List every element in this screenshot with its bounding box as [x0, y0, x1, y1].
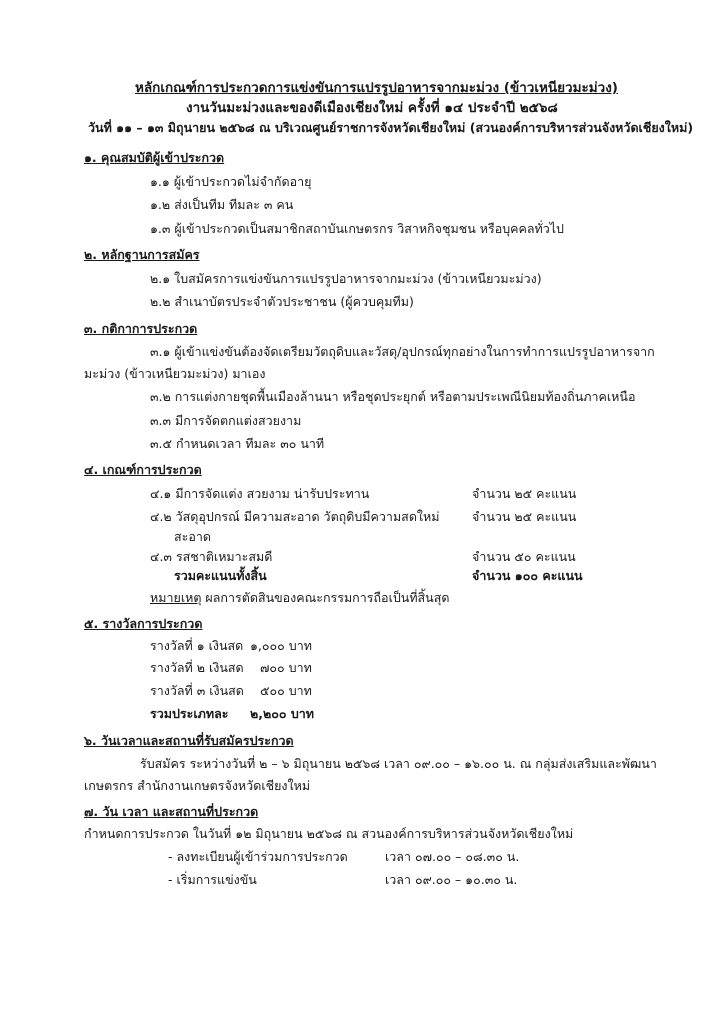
registration-text: รับสมัคร ระหว่างวันที่ ๒ – ๖ มิถุนายน ๒๕๖๘ เวลา ๐๙.๐๐ – ๑๖.๐๐ น. ณ กลุ่มส่งเสริมและพัฒนา [140, 756, 657, 771]
criteria-label: ๔.๑ มีการจัดแต่ง สวยงาม น่ารับประทาน [150, 486, 370, 501]
criteria-total-score: จำนวน ๑๐๐ คะแนน [472, 568, 583, 583]
section-3-item: ๓.๒ การแต่งกายชุดพื้นเมืองล้านนา หรือชุดประยุกต์ หรือตามประเพณีนิยมท้องถิ่นภาคเหนือ [150, 389, 636, 404]
section-2-heading: ๒. หลักฐานการสมัคร [84, 247, 200, 262]
title-line-3: วันที่ ๑๑ – ๑๓ มิถุนายน ๒๕๖๘ ณ บริเวณศูนย์ราชการจังหวัดเชียงใหม่ (สวนองค์การบริหารส่วนจังหวัดเชียงใหม่) [88, 120, 694, 135]
section-1-item: ๑.๓ ผู้เข้าประกวดเป็นสมาชิกสถาบันเกษตรกร วิสาหกิจชุมชน หรือบุคคลทั่วไป [150, 221, 564, 236]
title-line-1: หลักเกณฑ์การประกวดการแข่งขันการแปรรูปอาหารจากมะม่วง (ข้าวเหนียวมะม่วง) [135, 80, 618, 96]
criteria-label: ๔.๓ รสชาติเหมาะสมดี [150, 549, 273, 564]
schedule-item-label: - ลงทะเบียนผู้เข้าร่วมการประกวด [168, 849, 348, 864]
section-3-item: ๓.๕ กำหนดเวลา ทีมละ ๓๐ นาที [150, 436, 325, 451]
section-3-item: ๓.๑ ผู้เข้าแข่งขันต้องจัดเตรียมวัตถุดิบและวัสดุ/อุปกรณ์ทุกอย่างในการทำการแปรรูปอาหารจาก [150, 344, 655, 359]
prize-amount: ๗๐๐ บาท [260, 660, 312, 675]
section-3-item-continuation: มะม่วง (ข้าวเหนียวมะม่วง) มาเอง [84, 366, 266, 381]
section-6-heading: ๖. วันเวลาและสถานที่รับสมัครประกวด [84, 733, 294, 748]
section-3-item: ๓.๓ มีการจัดตกแต่งสวยงาม [150, 413, 302, 428]
section-2-item: ๒.๒ สำเนาบัตรประจำตัวประชาชน (ผู้ควบคุมทีม) [150, 294, 414, 309]
section-7-heading: ๗. วัน เวลา และสถานที่ประกวด [84, 804, 259, 819]
prize-total-label: รวมประเภทละ [150, 706, 229, 721]
schedule-intro: กำหนดการประกวด ในวันที่ ๑๒ มิถุนายน ๒๕๖๘ ณ สวนองค์การบริหารส่วนจังหวัดเชียงใหม่ [84, 826, 574, 841]
schedule-item-label: - เริ่มการแข่งขัน [168, 872, 257, 887]
section-1-item: ๑.๑ ผู้เข้าประกวดไม่จำกัดอายุ [150, 174, 312, 189]
prize-amount: ๕๐๐ บาท [260, 683, 312, 698]
criteria-label-continuation: สะอาด [174, 529, 211, 544]
section-3-heading: ๓. กติกาการประกวด [84, 321, 198, 336]
criteria-score: จำนวน ๒๕ คะแนน [472, 486, 577, 501]
title-line-2: งานวันมะม่วงและของดีเมืองเชียงใหม่ ครั้งที่ ๑๔ ประจำปี ๒๕๖๘ [186, 100, 558, 116]
criteria-score: จำนวน ๕๐ คะแนน [472, 549, 576, 564]
note-label: หมายเหตุ [150, 590, 202, 605]
section-1-heading: ๑. คุณสมบัติผู้เข้าประกวด [84, 150, 225, 165]
prize-label: รางวัลที่ ๒ เงินสด [150, 660, 244, 675]
section-4-heading: ๔. เกณฑ์การประกวด [84, 462, 202, 477]
criteria-label: ๔.๒ วัสดุอุปกรณ์ มีความสะอาด วัตถุดิบมีความสดใหม่ [150, 509, 440, 524]
section-1-item: ๑.๒ ส่งเป็นทีม ทีมละ ๓ คน [150, 197, 294, 212]
prize-label: รางวัลที่ ๑ เงินสด [150, 638, 244, 653]
criteria-note [150, 590, 449, 606]
prize-label: รางวัลที่ ๓ เงินสด [150, 683, 244, 698]
criteria-score: จำนวน ๒๕ คะแนน [472, 509, 577, 524]
schedule-item-time: เวลา ๐๙.๐๐ – ๑๐.๓๐ น. [385, 872, 518, 887]
section-5-heading: ๕. รางวัลการประกวด [84, 616, 203, 631]
prize-total-amount: ๒,๒๐๐ บาท [250, 706, 315, 721]
section-2-item: ๒.๑ ใบสมัครการแข่งขันการแปรรูปอาหารจากมะม่วง (ข้าวเหนียวมะม่วง) [150, 271, 542, 286]
registration-text-continuation: เกษตรกร สำนักงานเกษตรจังหวัดเชียงใหม่ [84, 778, 311, 793]
note-text: ผลการตัดสินของคณะกรรมการถือเป็นที่สิ้นสุด [201, 590, 450, 605]
schedule-item-time: เวลา ๐๗.๐๐ – ๐๘.๓๐ น. [385, 849, 520, 864]
criteria-total-label: รวมคะแนนทั้งสิ้น [174, 568, 267, 583]
prize-amount: ๑,๐๐๐ บาท [250, 638, 312, 653]
